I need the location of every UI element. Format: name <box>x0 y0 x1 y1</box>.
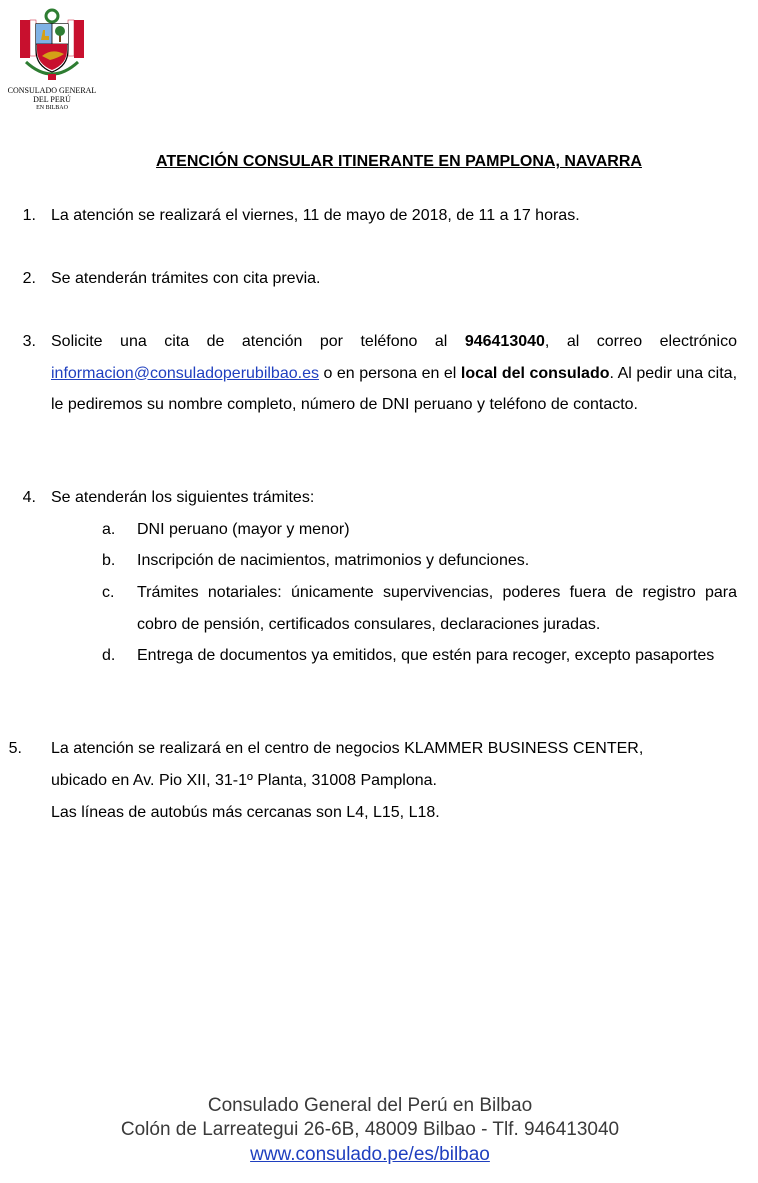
seal-text-line2: DEL PERÚ <box>33 95 71 104</box>
subitem-c-letter: c. <box>102 584 115 601</box>
subitem-d-letter: d. <box>102 647 116 664</box>
item-3-text-part3: o en persona en el <box>318 364 461 382</box>
seal-text-line1: CONSULADO GENERAL <box>7 86 97 95</box>
item-3-email-link[interactable]: informacion@consuladoperubilbao.es <box>51 364 319 382</box>
item-4-number: 4. <box>22 489 36 506</box>
seal-text-line3: EN BILBAO <box>36 105 68 111</box>
subitem-a-text: DNI peruano (mayor y menor) <box>137 521 350 538</box>
item-5-number: 5. <box>8 740 22 757</box>
subitem-b-text: Inscripción de nacimientos, matrimonios y defunciones. <box>137 552 530 569</box>
item-2-text: Se atenderán trámites con cita previa. <box>51 270 321 287</box>
peru-coat-of-arms-icon <box>14 6 90 86</box>
item-4-text: Se atenderán los siguientes trámites: <box>51 489 315 506</box>
footer-address: Colón de Larreategui 26-6B, 48009 Bilbao - Tlf. 946413040 <box>120 1119 620 1140</box>
item-3-text-part1: Solicite una cita de atención por teléfono al <box>51 333 465 350</box>
item-2-number: 2. <box>22 270 36 287</box>
document-title: ATENCIÓN CONSULAR ITINERANTE EN PAMPLONA, NAVARRA <box>156 153 642 170</box>
consulate-seal <box>6 6 98 112</box>
footer-website-link[interactable]: www.consulado.pe/es/bilbao <box>250 1144 490 1165</box>
item-5-line3: Las líneas de autobús más cercanas son L4, L15, L18. <box>51 804 440 821</box>
item-5-line1: La atención se realizará en el centro de negocios KLAMMER BUSINESS CENTER, <box>51 740 644 757</box>
footer-consulate-name: Consulado General del Perú en Bilbao <box>207 1095 533 1116</box>
subitem-c-text: Trámites notariales: únicamente supervivencias, poderes fuera de registro para cobro de pensión, certificados consulares, declaraciones juradas. <box>137 584 737 633</box>
item-3-phone: 946413040 <box>464 333 545 350</box>
item-3-text-part2: , al correo electrónico <box>544 333 737 350</box>
item-1-text: La atención se realizará el viernes, 11 de mayo de 2018, de 11 a 17 horas. <box>51 207 580 224</box>
item-3-number: 3. <box>22 333 36 350</box>
item-3-paragraph <box>51 326 737 421</box>
item-3-text-part4: . Al pedir una cita, le pediremos su nombre completo, número de DNI peruano y teléfono de contacto. <box>51 364 738 413</box>
item-3-local: local del consulado <box>460 364 610 382</box>
item-1-number: 1. <box>22 207 36 224</box>
subitem-b-letter: b. <box>102 552 116 569</box>
subitem-a-letter: a. <box>102 521 116 538</box>
footer-website <box>0 1143 740 1167</box>
subitem-d-text: Entrega de documentos ya emitidos, que estén para recoger, excepto pasaportes <box>137 647 715 664</box>
item-5-line2: ubicado en Av. Pio XII, 31-1º Planta, 31008 Pamplona. <box>51 772 437 789</box>
